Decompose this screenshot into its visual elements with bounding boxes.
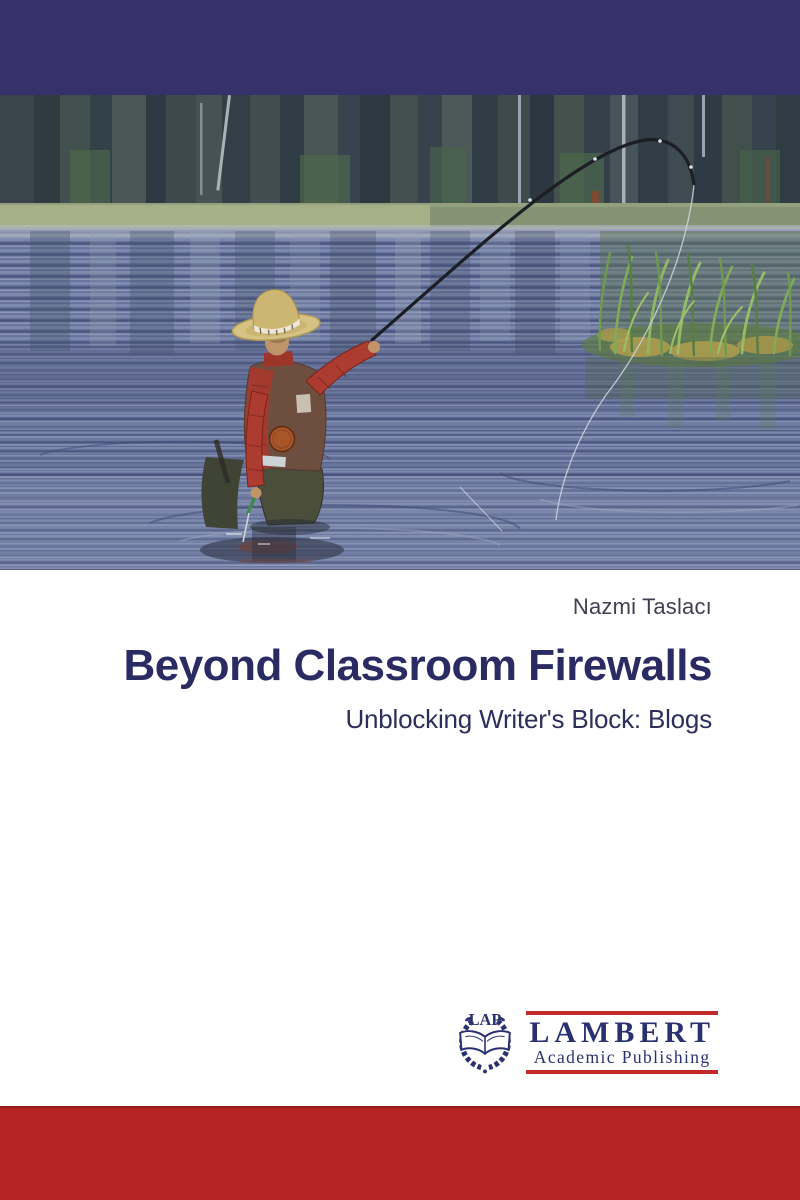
- lambert-wordmark: [526, 1011, 718, 1074]
- book-subtitle: Unblocking Writer's Block: Blogs: [345, 704, 712, 734]
- fisherman-scene-illustration: [0, 95, 800, 569]
- emblem-lap-text: LAP: [469, 1010, 502, 1029]
- publisher-name: LAMBERT: [529, 1015, 715, 1049]
- water-reflections: [30, 231, 590, 353]
- top-band: [0, 0, 800, 95]
- bottom-band: [0, 1106, 800, 1200]
- book-title: Beyond Classroom Firewalls: [123, 641, 712, 690]
- lap-emblem-icon: [451, 1006, 519, 1078]
- publisher-logo: [451, 1006, 718, 1078]
- publisher-tagline: Academic Publishing: [533, 1046, 711, 1067]
- cover-photo-fisherman: [0, 95, 800, 570]
- author-name: Nazmi Taslacı: [572, 594, 712, 619]
